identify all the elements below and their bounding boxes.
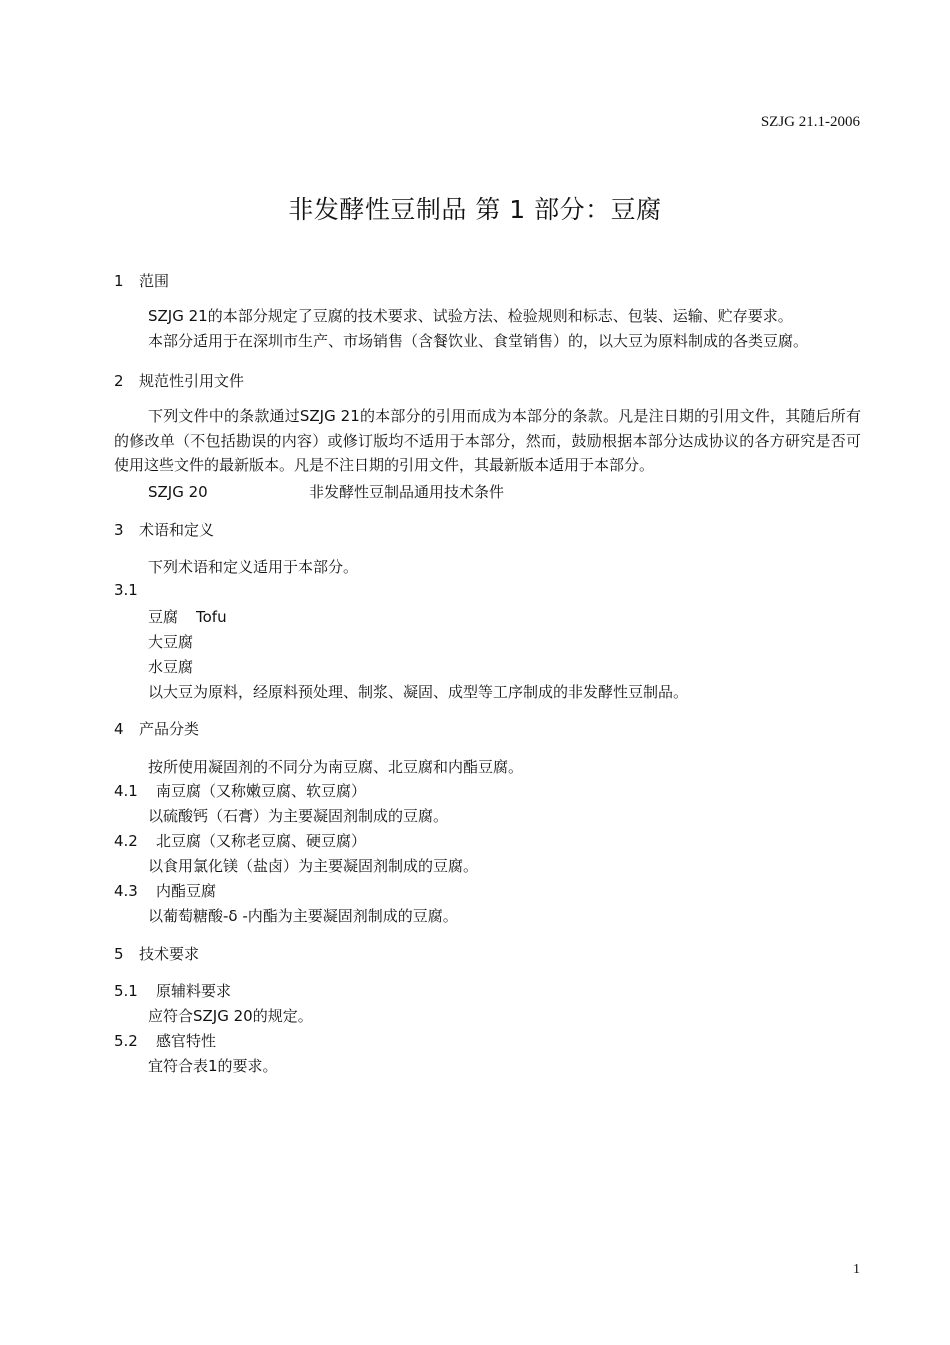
section-1-heading — [114, 270, 169, 291]
term-entry — [148, 606, 227, 627]
section-1-para-2: 本部分适用于在深圳市生产、市场销售（含餐饮业、食堂销售）的，以大豆为原料制成的各类豆腐。 — [148, 332, 809, 350]
subsection-title: 感官特性 — [156, 1032, 217, 1050]
subsection-title: 内酯豆腐 — [156, 882, 217, 900]
section-1-para-1: SZJG 21的本部分规定了豆腐的技术要求、试验方法、检验规则和标志、包装、运输、贮存要求。 — [148, 307, 793, 325]
section-number: 3 — [114, 521, 124, 539]
subsection-5-2-heading — [114, 1030, 216, 1051]
subsection-number: 4.2 — [114, 832, 138, 850]
subsection-number: 4.1 — [114, 782, 138, 800]
section-4-heading — [114, 718, 199, 739]
term-definition: 以大豆为原料，经原料预处理、制浆、凝固、成型等工序制成的非发酵性豆制品。 — [148, 683, 689, 701]
page-number: 1 — [853, 1262, 860, 1277]
subsection-5-1-desc: 应符合SZJG 20的规定。 — [148, 1007, 313, 1025]
section-2-paragraph: 下列文件中的条款通过SZJG 21的本部分的引用而成为本部分的条款。凡是注日期的引用文件，其随后所有的修改单（不包括勘误的内容）或修订版均不适用于本部分，然而，鼓励根据本部分达成协议的各方研究是否可使用这些文件的最新版本。凡是不注日期的引用文件，其最新版本适用于本部分。 — [114, 407, 861, 474]
term-chinese: 豆腐 — [148, 608, 179, 626]
subsection-4-3-desc: 以葡萄糖酸-δ -内酯为主要凝固剂制成的豆腐。 — [148, 907, 458, 925]
term-number: 3.1 — [114, 581, 138, 599]
section-number: 4 — [114, 720, 124, 738]
section-3-heading — [114, 519, 214, 540]
section-3-para: 下列术语和定义适用于本部分。 — [148, 558, 359, 576]
subsection-4-2-heading — [114, 830, 366, 851]
subsection-title: 原辅料要求 — [156, 982, 232, 1000]
section-title: 范围 — [139, 272, 170, 290]
reference-title: 非发酵性豆制品通用技术条件 — [309, 483, 505, 501]
subsection-4-3-heading — [114, 880, 216, 901]
term-alias-1: 大豆腐 — [148, 633, 194, 651]
normative-reference — [148, 481, 504, 502]
subsection-4-1-heading — [114, 780, 366, 801]
section-5-heading — [114, 943, 199, 964]
standard-code: SZJG 21.1-2006 — [760, 114, 860, 130]
section-number: 5 — [114, 945, 124, 963]
section-title: 规范性引用文件 — [139, 372, 245, 390]
subsection-title: 北豆腐（又称老豆腐、硬豆腐） — [156, 832, 367, 850]
section-title: 术语和定义 — [139, 521, 215, 539]
document-title: 非发酵性豆制品 第 1 部分：豆腐 — [288, 195, 662, 224]
section-number: 2 — [114, 372, 124, 390]
section-2-heading — [114, 370, 244, 391]
term-english: Tofu — [196, 608, 227, 626]
subsection-number: 5.1 — [114, 982, 138, 1000]
section-title: 技术要求 — [139, 945, 200, 963]
subsection-5-2-desc: 宜符合表1的要求。 — [148, 1057, 278, 1075]
subsection-5-1-heading — [114, 980, 231, 1001]
subsection-title: 南豆腐（又称嫩豆腐、软豆腐） — [156, 782, 367, 800]
reference-code: SZJG 20 — [148, 483, 208, 501]
section-4-para: 按所使用凝固剂的不同分为南豆腐、北豆腐和内酯豆腐。 — [148, 758, 524, 776]
subsection-4-1-desc: 以硫酸钙（石膏）为主要凝固剂制成的豆腐。 — [148, 807, 449, 825]
section-title: 产品分类 — [139, 720, 200, 738]
subsection-4-2-desc: 以食用氯化镁（盐卤）为主要凝固剂制成的豆腐。 — [148, 857, 479, 875]
subsection-number: 5.2 — [114, 1032, 138, 1050]
subsection-number: 4.3 — [114, 882, 138, 900]
term-alias-2: 水豆腐 — [148, 658, 194, 676]
section-number: 1 — [114, 272, 124, 290]
